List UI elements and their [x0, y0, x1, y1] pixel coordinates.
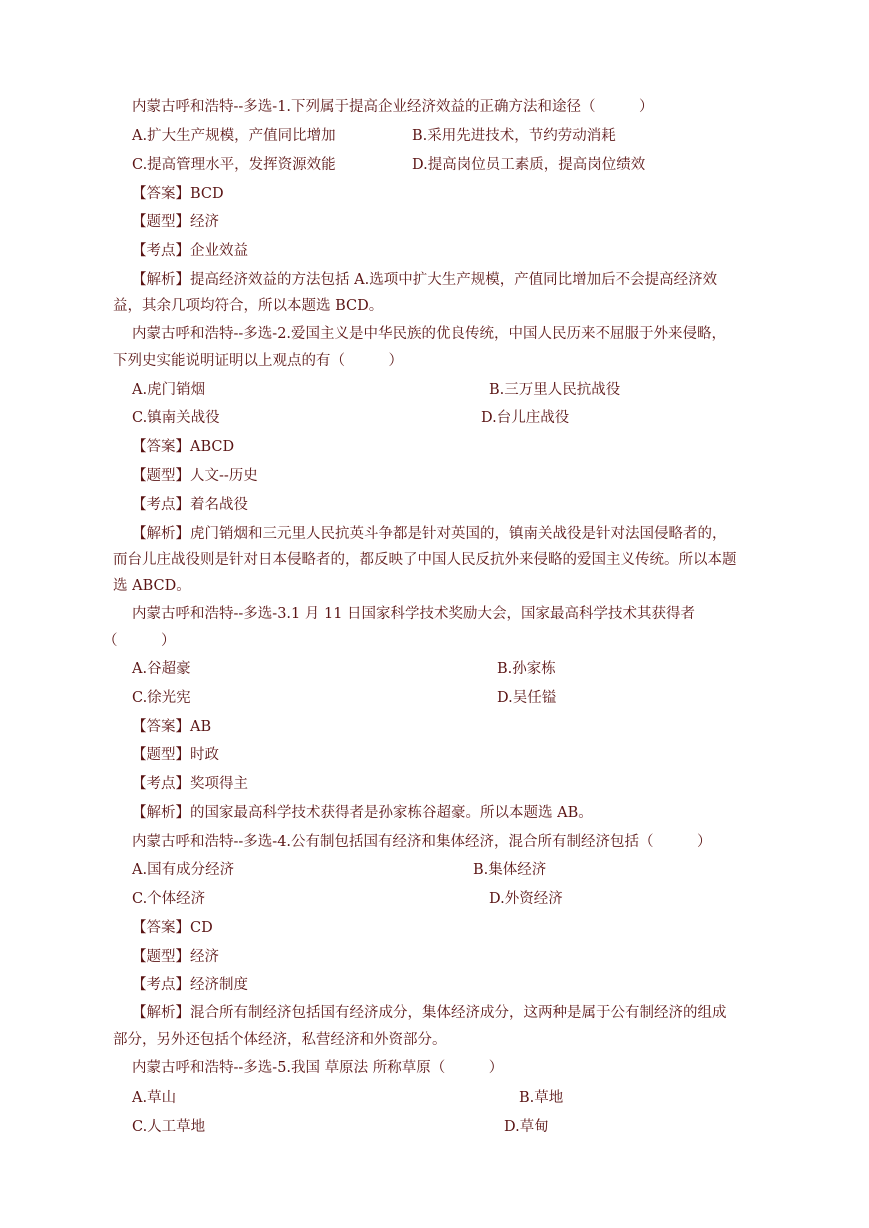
question-2-analysis-line-3: 选 ABCD。 [113, 578, 191, 594]
question-4-option-b: B.集体经济 [473, 862, 547, 878]
question-3-option-a: A.谷超豪 [132, 661, 191, 677]
question-1-option-b: B.采用先进技术，节约劳动消耗 [412, 128, 616, 144]
question-1-point: 【考点】企业效益 [132, 243, 248, 259]
question-2-option-d: D.台儿庄战役 [481, 410, 570, 426]
question-4-type: 【题型】经济 [132, 949, 219, 965]
question-2-option-a: A.虎门销烟 [132, 382, 206, 398]
question-4-analysis-line-1: 【解析】混合所有制经济包括国有经济成分，集体经济成分，这两种是属于公有制经济的组成 [132, 1005, 727, 1021]
question-1-option-c: C.提高管理水平，发挥资源效能 [132, 157, 336, 173]
question-3-stem-line-2: （ ） [103, 633, 176, 649]
question-5-option-d: D.草甸 [504, 1119, 549, 1135]
question-3-type: 【题型】时政 [132, 747, 219, 763]
question-4-point: 【考点】经济制度 [132, 977, 248, 993]
question-1-option-a: A.扩大生产规模，产值同比增加 [132, 128, 336, 144]
question-5-option-a: A.草山 [132, 1090, 177, 1106]
question-1-type: 【题型】经济 [132, 214, 219, 230]
question-2-stem-line-1: 内蒙古呼和浩特--多选-2.爱国主义是中华民族的优良传统，中国人民历来不屈服于外来侵略， [132, 326, 727, 342]
question-1-analysis-line-1: 【解析】提高经济效益的方法包括 A.选项中扩大生产规模，产值同比增加后不会提高经济效 [132, 272, 718, 288]
question-4-option-d: D.外资经济 [489, 891, 563, 907]
question-3-option-d: D.吴任镒 [497, 690, 557, 706]
question-3-option-c: C.徐光宪 [132, 690, 191, 706]
question-2-type: 【题型】人文--历史 [132, 468, 258, 484]
question-1-answer: 【答案】BCD [132, 186, 224, 202]
question-4-option-a: A.国有成分经济 [132, 862, 235, 878]
question-5-option-b: B.草地 [519, 1090, 564, 1106]
question-1-analysis-line-2: 益，其余几项均符合，所以本题选 BCD。 [113, 298, 384, 314]
question-2-option-c: C.镇南关战役 [132, 410, 220, 426]
question-4-stem: 内蒙古呼和浩特--多选-4.公有制包括国有经济和集体经济，混合所有制经济包括（ ） [132, 834, 712, 850]
question-3-option-b: B.孙家栋 [497, 661, 556, 677]
question-2-analysis-line-2: 而台儿庄战役则是针对日本侵略者的，都反映了中国人民反抗外来侵略的爱国主义传统。所以本题 [113, 552, 737, 568]
question-2-point: 【考点】着名战役 [132, 497, 248, 513]
question-2-option-b: B.三万里人民抗战役 [489, 382, 621, 398]
question-3-stem-line-1: 内蒙古呼和浩特--多选-3.1 月 11 日国家科学技术奖励大会，国家最高科学技术其获得者 [132, 606, 696, 622]
question-5-stem: 内蒙古呼和浩特--多选-5.我国 草原法 所称草原（ ） [132, 1060, 504, 1076]
question-2-answer: 【答案】ABCD [132, 439, 235, 455]
question-3-analysis-line-1: 【解析】的国家最高科学技术获得者是孙家栋谷超豪。所以本题选 AB。 [132, 805, 593, 821]
question-5-option-c: C.人工草地 [132, 1119, 206, 1135]
question-2-stem-line-2: 下列史实能说明证明以上观点的有（ ） [113, 353, 403, 369]
question-4-analysis-line-2: 部分，另外还包括个体经济，私营经济和外资部分。 [113, 1032, 447, 1048]
question-4-answer: 【答案】CD [132, 920, 213, 936]
question-3-point: 【考点】奖项得主 [132, 776, 248, 792]
question-4-option-c: C.个体经济 [132, 891, 206, 907]
question-2-analysis-line-1: 【解析】虎门销烟和三元里人民抗英斗争都是针对英国的，镇南关战役是针对法国侵略者的， [132, 526, 727, 542]
question-1-stem: 内蒙古呼和浩特--多选-1.下列属于提高企业经济效益的正确方法和途径（ ） [132, 99, 654, 115]
question-3-answer: 【答案】AB [132, 719, 212, 735]
question-1-option-d: D.提高岗位员工素质，提高岗位绩效 [412, 157, 646, 173]
